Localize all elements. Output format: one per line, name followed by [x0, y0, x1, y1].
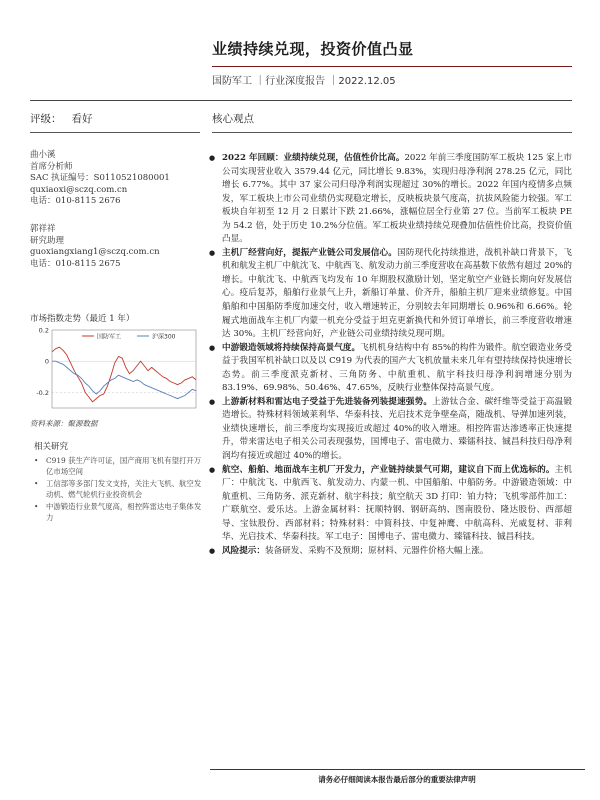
y-tick-label: 0.2 — [38, 326, 49, 335]
section-title: 核心观点 — [212, 113, 254, 125]
series-line-1 — [52, 361, 196, 398]
market-chart-svg — [30, 324, 202, 412]
bullet-icon: ● — [209, 248, 216, 257]
paragraph-risk: ● 风险提示：装备研发、采购不及预期；原材料、元器件价格大幅上涨。 — [222, 545, 572, 559]
related-item[interactable]: • C919 获生产许可证，国产商用飞机有望打开万亿市场空间 — [34, 456, 202, 476]
analyst-name: 曲小溪 — [30, 150, 56, 160]
analyst-name: 郭祥祥 — [30, 224, 56, 234]
y-tick-label: 0 — [44, 357, 49, 366]
y-tick-label: -0.2 — [36, 388, 49, 397]
bullet-icon: • — [34, 479, 39, 488]
legend-label: 沪深300 — [152, 333, 176, 341]
paragraph-oem: ● 主机厂经营向好，提振产业链公司发展信心。国防现代化持续推进，战机补缺口背景下，飞机和航发主机厂中航沈飞、中航西飞、航发动力前三季度营收在高基数下依然有超过 20%的增长。中航沈飞、中航西飞均发布 10 年期股权激励计划，坚定航空产业链长期向好发展信心。疫后复苏，船舶行业景气上升，新船订单量、价齐升，船舶主机厂迎来业绩修复。中国船舶和中国船防季度加速交付，收入增速转正，分别较去年同期增长 0.96%和 6.66%。轮履式地面战车主机厂内蒙一机充分受益于坦克更新换代和外贸订单增长，前三季度营收增速达 30%。主机厂经营向好，产业链公司业绩持续兑现可期。 — [209, 247, 572, 340]
related-item[interactable]: • 工信部等多部门发文支持，关注大飞机、航空发动机、燃气轮机行业投资机会 — [34, 479, 202, 499]
bullet-icon: ● — [209, 154, 216, 162]
analyst-role: 研究助理 — [30, 235, 65, 246]
report-subtitle: 国防军工 ｜行业深度报告 ｜2022.12.05 — [212, 76, 396, 87]
rating — [30, 111, 93, 126]
bullet-icon: ● — [209, 343, 216, 352]
paragraph-forging: ● 中游锻造领域将持续保持高景气度。飞机机身结构中有 85%的构件为锻件。航空锻造业务受益于我国军机补缺口以及以 C919 为代表的国产大飞机放量未来几年有望持续保持快速增长态势。前三季度派克新材、三角防务、中航重机、航宇科技归母净利润增速分别为 83.19%、69.98%、50.46%、47.65%，反映行业整体保持高景气度。 — [209, 342, 572, 394]
bullet-icon: ● — [209, 546, 216, 555]
legal-disclaimer: 请务必仔细阅读本报告最后部分的重要法律声明 — [318, 775, 476, 784]
analyst-phone: 电话：010-8115 2675 — [30, 258, 121, 269]
left-divider — [30, 132, 200, 133]
analyst-phone: 电话：010-8115 2676 — [30, 196, 121, 206]
bullet-icon: ● — [209, 465, 216, 474]
rating-value: 看好 — [71, 113, 93, 125]
right-divider — [212, 132, 572, 133]
footer-divider — [210, 769, 585, 770]
rating-label: 评级： — [30, 113, 62, 125]
legend-label: 国防军工 — [97, 333, 122, 341]
paragraph-review: ● 2022 年回顾：业绩持续兑现，估值性价比高。2022 年前三季度国防军工板块 125 家上市公司实现营业收入 3579.44 亿元，同比增长 9.83%，实现归母净利润 278.25 亿元，同比增长 6.77%。其中 37 家公司归母净利润实现超过 30%的增长。2022 年国内疫情多点频发，军工板块上市公司业绩仍实现稳定增长，反映板块景气度高，抗拔风险能力较强。军工板块自年初至 12 月 2 日累计下跌 21.66%，涨幅位居全行业第 27 位。当前军工板块 PE 为 54.2 倍，处于历史 10.2%分位值。军工板块业绩持续兑现叠加估值性价比高，投资价值凸显。 — [209, 153, 572, 245]
title-divider — [212, 66, 572, 67]
analyst-email: guoxiangxiang1@sczq.com.cn — [30, 247, 160, 257]
paragraph-recommendation: ● 航空、船舶、地面战车主机厂开发力，产业链持续景气可期，建议自下而上优选标的。主机厂：中航沈飞、中航西飞、航发动力、内蒙一机、中国船舶、中船防务。中游锻造领域：中航重机、三角防务、派克新材、航宇科技；航空航天 3D 打印：铂力特；飞机零部件加工：广联航空、爱乐达。上游金属材料：抚顺特钢、钢研高纳、图南股份、隆达股份、西部超导、宝钛股份、西部材料；特殊材料：中简科技、中复神鹰、中航高科、光威复材、菲利华、光启技术、华秦科技。军工电子：国博电子、雷电微力、臻镭科技、铖昌科技。 — [209, 464, 572, 543]
bullet-icon: • — [34, 456, 39, 465]
analyst-role: 首席分析师 — [30, 161, 73, 172]
bullet-icon: • — [34, 502, 39, 511]
market-chart — [30, 324, 202, 412]
analyst-license: SAC 执证编号：S0110521080001 — [30, 173, 170, 183]
report-title: 业绩持续兑现，投资价值凸显 — [212, 40, 414, 58]
core-views-body — [209, 152, 572, 558]
bullet-icon: ● — [209, 397, 216, 406]
related-title: 相关研究 — [34, 442, 69, 452]
header-divider — [30, 100, 572, 101]
related-item[interactable]: • 中游锻造行业景气度高，相控阵雷达电子集体发力 — [34, 502, 202, 522]
chart-source: 资料来源：聚源数据 — [30, 419, 98, 428]
analyst-block-1 — [30, 150, 205, 208]
related-list — [34, 456, 204, 525]
series-line-0 — [52, 347, 196, 402]
analyst-block-2 — [30, 224, 205, 270]
market-chart-title: 市场指数走势（最近 1 年） — [30, 314, 135, 324]
paragraph-materials: ● 上游新材料和雷达电子受益于先进装备列装提速强势。上游钛合金、碳纤维等受益于高温锻造增长。特殊材料领域莱利华、华泰科技、光启技术竞争壁垒高，随战机、导弹加速列装，业绩快速增长，前三季度均实现接近或超过 40%的收入增速。相控阵雷达渗透率正快速提升，带来雷达电子相关公司表现强势，国博电子、雷电微力、臻镭科技、铖昌科技归母净利润均有接近或超过 40%的增长。 — [209, 396, 572, 462]
analyst-email: quxiaoxi@sczq.com.cn — [30, 184, 128, 195]
